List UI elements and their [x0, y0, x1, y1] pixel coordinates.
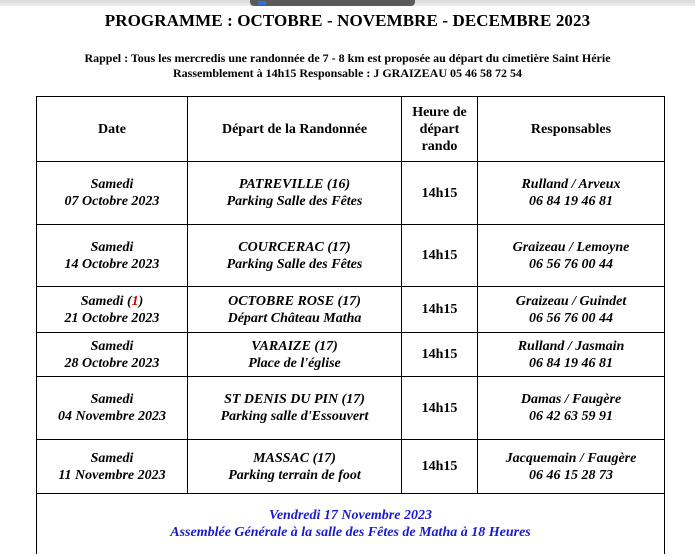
- date-label: 11 Novembre 2023: [58, 467, 166, 483]
- spot-label: Parking Salle des Fêtes: [226, 194, 363, 209]
- spot-label: Parking terrain de foot: [228, 467, 361, 483]
- responsables-cell: [478, 162, 665, 225]
- resp-phone: 06 46 15 28 73: [529, 467, 613, 483]
- time-cell: 14h15: [402, 287, 478, 333]
- resp-phone: 06 84 19 46 81: [529, 194, 613, 209]
- resp-phone: 06 84 19 46 81: [529, 355, 613, 371]
- day-label: Samedi (1): [80, 293, 144, 309]
- col-header-time-line3: rando: [421, 138, 458, 154]
- place-label: ST DENIS DU PIN (17): [224, 392, 365, 407]
- place-label: PATREVILLE (16): [238, 177, 351, 192]
- assembly-text: Assemblée Générale à la salle des Fêtes de Matha à 18 Heures: [170, 524, 531, 540]
- resp-names: Graizeau / Guindet: [515, 293, 627, 309]
- col-header-departure: Départ de la Randonnée: [188, 97, 402, 162]
- programme-table: [36, 96, 665, 554]
- resp-names: Damas / Faugère: [520, 392, 622, 407]
- resp-names: Jacquemain / Faugère: [505, 450, 637, 466]
- viewer-toolbar-tab[interactable]: [250, 0, 415, 6]
- reminder-line-1: Rappel : Tous les mercredis une randonnée de 7 - 8 km est proposée au départ du cimetière Saint Hérie: [84, 51, 611, 65]
- col-header-time-line1: Heure de: [412, 104, 467, 120]
- responsables-cell: [478, 440, 665, 494]
- table-row: [37, 287, 665, 333]
- col-header-responsables: Responsables: [478, 97, 665, 162]
- date-label: 14 Octobre 2023: [64, 256, 160, 272]
- place-label: OCTOBRE ROSE (17): [228, 293, 361, 309]
- col-header-time-line2: départ: [419, 121, 460, 137]
- table-row: [37, 162, 665, 225]
- spot-label: Parking salle d'Essouvert: [220, 409, 369, 424]
- resp-phone: 06 42 63 59 91: [529, 409, 613, 424]
- date-label: 07 Octobre 2023: [64, 194, 160, 209]
- departure-cell: [188, 162, 402, 225]
- place-label: COURCERAC (17): [238, 239, 351, 255]
- date-label: 21 Octobre 2023: [64, 310, 160, 326]
- assembly-cell: [37, 494, 665, 554]
- date-cell: [37, 377, 188, 440]
- date-cell: [37, 333, 188, 377]
- time-cell: 14h15: [402, 162, 478, 225]
- page-title: PROGRAMME : OCTOBRE - NOVEMBRE - DECEMBRE 2023: [104, 11, 591, 30]
- resp-phone: 06 56 76 00 44: [529, 310, 613, 326]
- responsables-cell: [478, 333, 665, 377]
- col-header-date: Date: [37, 97, 188, 162]
- footnote-marker: 1: [131, 293, 139, 309]
- spot-label: Parking Salle des Fêtes: [226, 256, 363, 272]
- resp-names: Rulland / Jasmain: [517, 338, 625, 354]
- table-row: [37, 333, 665, 377]
- resp-names: Graizeau / Lemoyne: [512, 239, 630, 255]
- time-cell: 14h15: [402, 225, 478, 287]
- table-row: [37, 440, 665, 494]
- browser-top-bar: [0, 0, 695, 6]
- assembly-date: Vendredi 17 Novembre 2023: [269, 507, 432, 523]
- resp-phone: 06 56 76 00 44: [529, 256, 613, 272]
- day-label: Samedi: [90, 239, 134, 255]
- time-cell: 14h15: [402, 440, 478, 494]
- departure-cell: [188, 440, 402, 494]
- resp-names: Rulland / Arveux: [521, 177, 621, 192]
- responsables-cell: [478, 377, 665, 440]
- date-cell: [37, 162, 188, 225]
- spot-label: Place de l'église: [248, 355, 341, 371]
- assembly-row: [37, 494, 665, 554]
- departure-cell: [188, 333, 402, 377]
- day-label: Samedi: [90, 392, 134, 407]
- date-cell: [37, 440, 188, 494]
- responsables-cell: [478, 225, 665, 287]
- time-cell: 14h15: [402, 377, 478, 440]
- table-row: [37, 225, 665, 287]
- col-header-time: [402, 97, 478, 162]
- date-cell: [37, 225, 188, 287]
- departure-cell: [188, 225, 402, 287]
- table-header-row: [37, 97, 665, 162]
- departure-cell: [188, 377, 402, 440]
- date-cell: [37, 287, 188, 333]
- time-cell: 14h15: [402, 333, 478, 377]
- reminder-line-2: Rassemblement à 14h15 Responsable : J GRAIZEAU 05 46 58 72 54: [172, 66, 522, 80]
- spot-label: Départ Château Matha: [227, 310, 362, 326]
- departure-cell: [188, 287, 402, 333]
- date-label: 04 Novembre 2023: [57, 409, 167, 424]
- table-row: [37, 377, 665, 440]
- place-label: MASSAC (17): [253, 450, 336, 466]
- day-label: Samedi: [90, 177, 134, 192]
- responsables-cell: [478, 287, 665, 333]
- date-label: 28 Octobre 2023: [64, 355, 160, 371]
- day-label: Samedi: [90, 338, 134, 354]
- day-label: Samedi: [90, 450, 134, 466]
- place-label: VARAIZE (17): [251, 338, 338, 354]
